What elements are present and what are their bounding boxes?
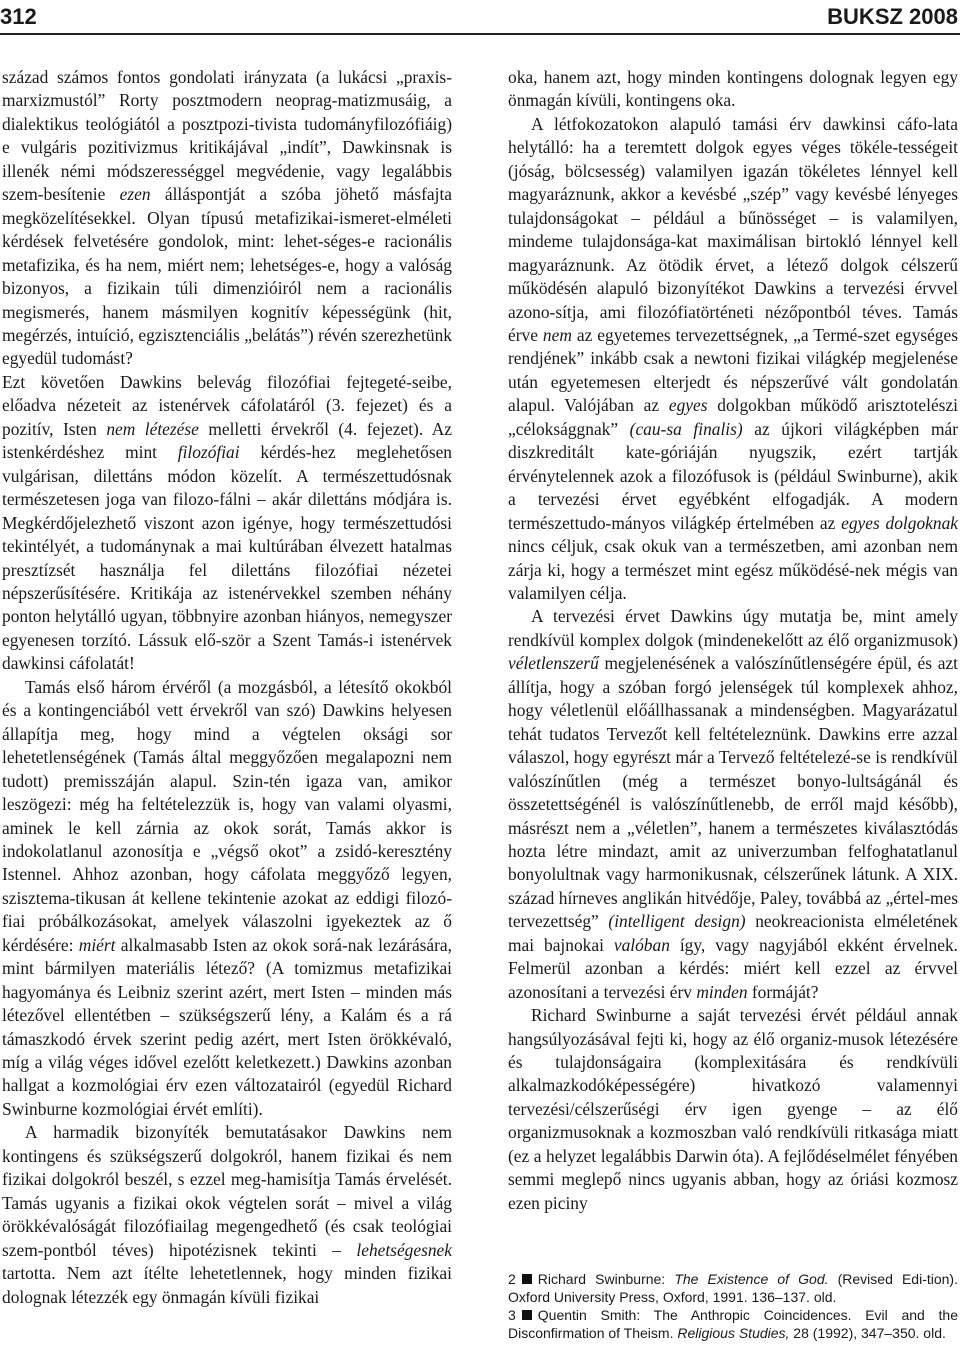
right-column [508, 66, 958, 1215]
paragraph [2, 676, 452, 1122]
left-column [2, 66, 452, 1309]
text-run: Richard Swinburne a saját tervezési érvét például annak hangsúlyozásával fejti ki, hogy az élő organiz-musok létezésére és tulajdonságaira (komplexitására és rendkívüli alkalmazkodóképességére) hivatkozó valamennyi tervezési/célszerűségi érv igen gyenge – az élő organizmusoknak a kozmoszban való rendkívüli ritkasága miatt (ez a helyzet legalábbis Darwin óta). A fejlődéselmélet fényében semmi meglepő nincs ugyanis abban, hogy az óriási kozmosz ezen piciny [508, 1005, 958, 1213]
text-run: kérdés-hez meglehetősen vulgárisan, dilettáns módon közelít. A természettudósnak természetesen joga van filozo-fálni – akár dilettáns módjára is. Megkérdőjelezhető viszont azon igénye, hogy természettudósi tekintélyét, a tudománynak a mai kultúrában élvezett hatalmas presztízsét használja fel dilettáns filozófiai nézetei népszerűsítésére. Kritikája az istenérvekkel szemben néhány ponton helytálló ugyan, többnyire azonban hiányos, nemegyszer egyenesen torzító. Lássuk elő-ször a Szent Tamás-i istenérvek dawkinsi cáfolatát! [2, 442, 452, 674]
italic-text: lehetségesnek [356, 1239, 452, 1260]
paragraph [2, 371, 452, 676]
italic-text: véletlenszerű [508, 653, 599, 674]
footnote-number: 2 [508, 1271, 516, 1287]
italic-text: nem [542, 324, 572, 345]
text-run: dolgokban működő arisztotelészi „céloksággnak” [508, 395, 958, 439]
text-run: A létfokozatokon alapuló tamási érv dawkinsi cáfo-lata helytálló: ha a teremtett dolgok egyes véges tökéle-tességeit (jóság, bölcsesség) valamilyen igazán tökéletes lénnyel kell magyaráznunk, akkor a kevésbé „szép” vagy kevésbé lényeges tulajdonságokat – például a bűnösséget – is valamilyen, mindeme tulajdonsága-kat maximálisan birtokló lénnyel kell magyaráznunk. Az ötödik érvet, a létező dolgok célszerű működésén alapuló bizonyítékot Dawkins a tervezési érvvel azono-sítja, ami filozófiatörténeti nézőpontból téves. Tamás érve [508, 113, 958, 345]
text-run: (Revised Edi-tion). Oxford University Press, Oxford, 1991. 136–137. old. [508, 1271, 958, 1305]
text-run: az egyetemes tervezettségnek, „a Termé-szet egységes rendjének” inkább csak a newtoni fizikai világkép megjelenése után egyetemesen elterjedt és népszerűvé vált gondolatán alapul. Valójában az [508, 324, 958, 416]
text-run: század számos fontos gondolati irányzata (a lukácsi „praxis-marxizmustól” Rorty posztmodern neoprag-matizmusáig, a dialektikus teológiától a posztpozi-tivista tudományfilozófiáig) e vulgáris pozitivizmus kritikájával „indít”, Dawkinsnak is illenék némi módszerességgel megvédenie, vagy legalábbis szem-besítenie [2, 67, 452, 205]
italic-text: (cau-sa finalis) [629, 418, 743, 439]
italic-text: minden [696, 981, 748, 1002]
text-run: Richard Swinburne: [537, 1271, 675, 1287]
italic-text: valóban [613, 934, 670, 955]
text-run: neokreacionista elméletének mai bajnokai [508, 911, 958, 955]
italic-text: nem létezése [106, 418, 199, 439]
text-run: formáját? [747, 981, 819, 1002]
italic-text: miért [78, 934, 116, 955]
text-run: az újkori világképben már diszkreditált kate-góriáján nyugszik, ezért tartják érvénytelennek azok a filozófusok is (például Swinburne), akik a tervezési érvet egyébként elfogadják. A modern természettudo-mányos világkép értelmében az [508, 418, 959, 533]
italic-text: egyes [668, 395, 708, 416]
text-run: tartotta. Nem azt ítélte lehetetlennek, hogy minden fizikai dolognak létezzék egy önmagán kívüli fizikai [2, 1263, 452, 1307]
italic-text: ezen [119, 184, 151, 205]
paragraph [2, 1121, 452, 1309]
paragraph [2, 66, 452, 371]
footnote-number: 3 [508, 1307, 516, 1323]
square-bullet-icon [522, 1310, 532, 1320]
page-number: 312 [0, 4, 37, 29]
footnotes [508, 1270, 958, 1342]
footnote [508, 1306, 958, 1342]
header-rule [0, 33, 960, 35]
paragraph [508, 66, 958, 113]
page-header [0, 0, 960, 36]
paragraph [508, 605, 958, 1004]
paragraph [508, 1004, 958, 1215]
text-run: melletti érvekről (4. fejezet). Az istenkérdéshez mint [2, 418, 452, 463]
italic-text: The Existence of God. [674, 1271, 829, 1287]
text-run: nincs céljuk, csak okuk van a természetben, ami azonban nem zárja ki, hogy a természet mint egész működésé-nek mégis van valamilyen célja. [508, 536, 958, 603]
text-run: 28 (1992), 347–350. old. [789, 1325, 946, 1341]
text-run: Quentin Smith: The Anthropic Coincidences. Evil and the Disconfirmation of Theism. [508, 1307, 958, 1341]
italic-text: egyes dolgoknak [841, 512, 958, 533]
text-run: A tervezési érvet Dawkins úgy mutatja be, mint amely rendkívül komplex dolgok (mindenekelőtt az élő organizmusok) [508, 606, 958, 650]
italic-text: (intelligent design) [608, 911, 746, 932]
paragraph [508, 113, 958, 606]
italic-text: Religious Studies, [677, 1325, 790, 1341]
italic-text: filozófiai [177, 442, 240, 463]
text-run: Tamás első három érvéről (a mozgásból, a létesítő okokból és a kontingenciából vett érvekről van szó) Dawkins helyesen állapítja meg, hogy mind a végtelen oksági sor lehetetlenségének (Tamás által meggyőzően megalapozni nem tudott) premisszáján alapul. Szin-tén igaza van, amikor leszögezi: még ha feltételezzük is, hogy van valami olyasmi, aminek le kell zárnia az okok sorát, Tamás akkor is indokolatlanul azonosítja e „végső okot” a zsidó-keresztény Istennel. Ahhoz azonban, hogy cáfolata meggyőző legyen, szisztema-tikusan át kellene tekintenie azokat az eddigi filozó-fiai próbálkozásokat, amelyek válaszolni igyekeztek az ő kérdésére: [2, 676, 452, 955]
text-run: A harmadik bizonyíték bemutatásakor Dawkins nem kontingens és szükségszerű dolgokról, hanem fizikai és nem fizikai dolgokról beszél, s ezzel meg-hamisítja Tamás érvelését. Tamás ugyanis a fizikai okok végtelen sorát – mivel a világ örökkévalóságát filozófiailag megengedhető (és csak teológiai szem-pontból téves) hipotézisnek tekinti – [2, 1122, 452, 1260]
text-run: álláspontját a szóba jöhető másfajta megközelítésekkel. Olyan típusú metafizikai-ismeret-elméleti kérdések felvetésére gondolok, mint: lehet-séges-e racionális metafizika, és ha nem, miért nem; lehetséges-e, hogy a valóság bizonyos, a fizikain túli dimenzióiról nem a racionális megismerés, hanem másmilyen kognitív képességünk (hit, megérzés, intuíció, egzisztenciális „belátás”) révén szerezhetünk egyedül tudomást? [2, 184, 452, 369]
text-run: így, vagy nagyjából ekként érvelnek. Felmerül azonban a kérdés: miért kell ezzel az érvvel azonosítani a tervezési érv [508, 934, 958, 1002]
text-run: oka, hanem azt, hogy minden kontingens dolognak legyen egy önmagán kívüli, kontingens oka. [508, 67, 958, 111]
text-run: alkalmasabb Isten az okok sorá-nak lezárására, mint bármilyen materiális létező? (A tomizmus metafizikai hagyománya és Leibniz szerint azért, mert Isten – minden más létezővel ellentétben – szükségszerű lény, a Kalám és a rá támaszkodó érvek szerint pedig azért, mert Isten örökkévaló, míg a világ véges idővel ezelőtt keletkezett.) Dawkins azonban hallgat a kozmológiai érv ezen változatairól (egyedül Richard Swinburne kozmológiai érvét említi). [2, 934, 453, 1119]
square-bullet-icon [522, 1274, 532, 1284]
footnote [508, 1270, 958, 1306]
journal-title: BUKSZ 2008 [827, 4, 958, 29]
text-run: Ezt követően Dawkins belevág filozófiai fejtegeté-seibe, előadva nézeteit az istenérvek cáfolatáról (3. fejezet) és a pozitív, Isten [2, 371, 452, 439]
text-run: megjelenésének a valószínűtlenségére épül, és azt állítja, hogy a szóban forgó jelenségek túl komplexek ahhoz, hogy véletlenül előállhassanak a mindenségben. Magyarázatul tehát tudatos Tervezőt kell feltételeznünk. Dawkins erre azzal válaszol, hogy egyrészt már a Tervező feltételezé-se is rendkívül valószínűtlen (még a természet bonyo-lultságánál és összetettségénél is valószínűtlenebb, de erről majd később), másrészt nem a „véletlen”, hanem a természetes kiválasztódás hozta létre mindazt, amit az univerzumban felfoghatatlanul bonyolultnak vagy harmonikusnak, célszerűnek látunk. A XIX. század hírneves anglikán hitvédője, Paley, továbbá az „értel-mes tervezettség” [508, 653, 958, 932]
